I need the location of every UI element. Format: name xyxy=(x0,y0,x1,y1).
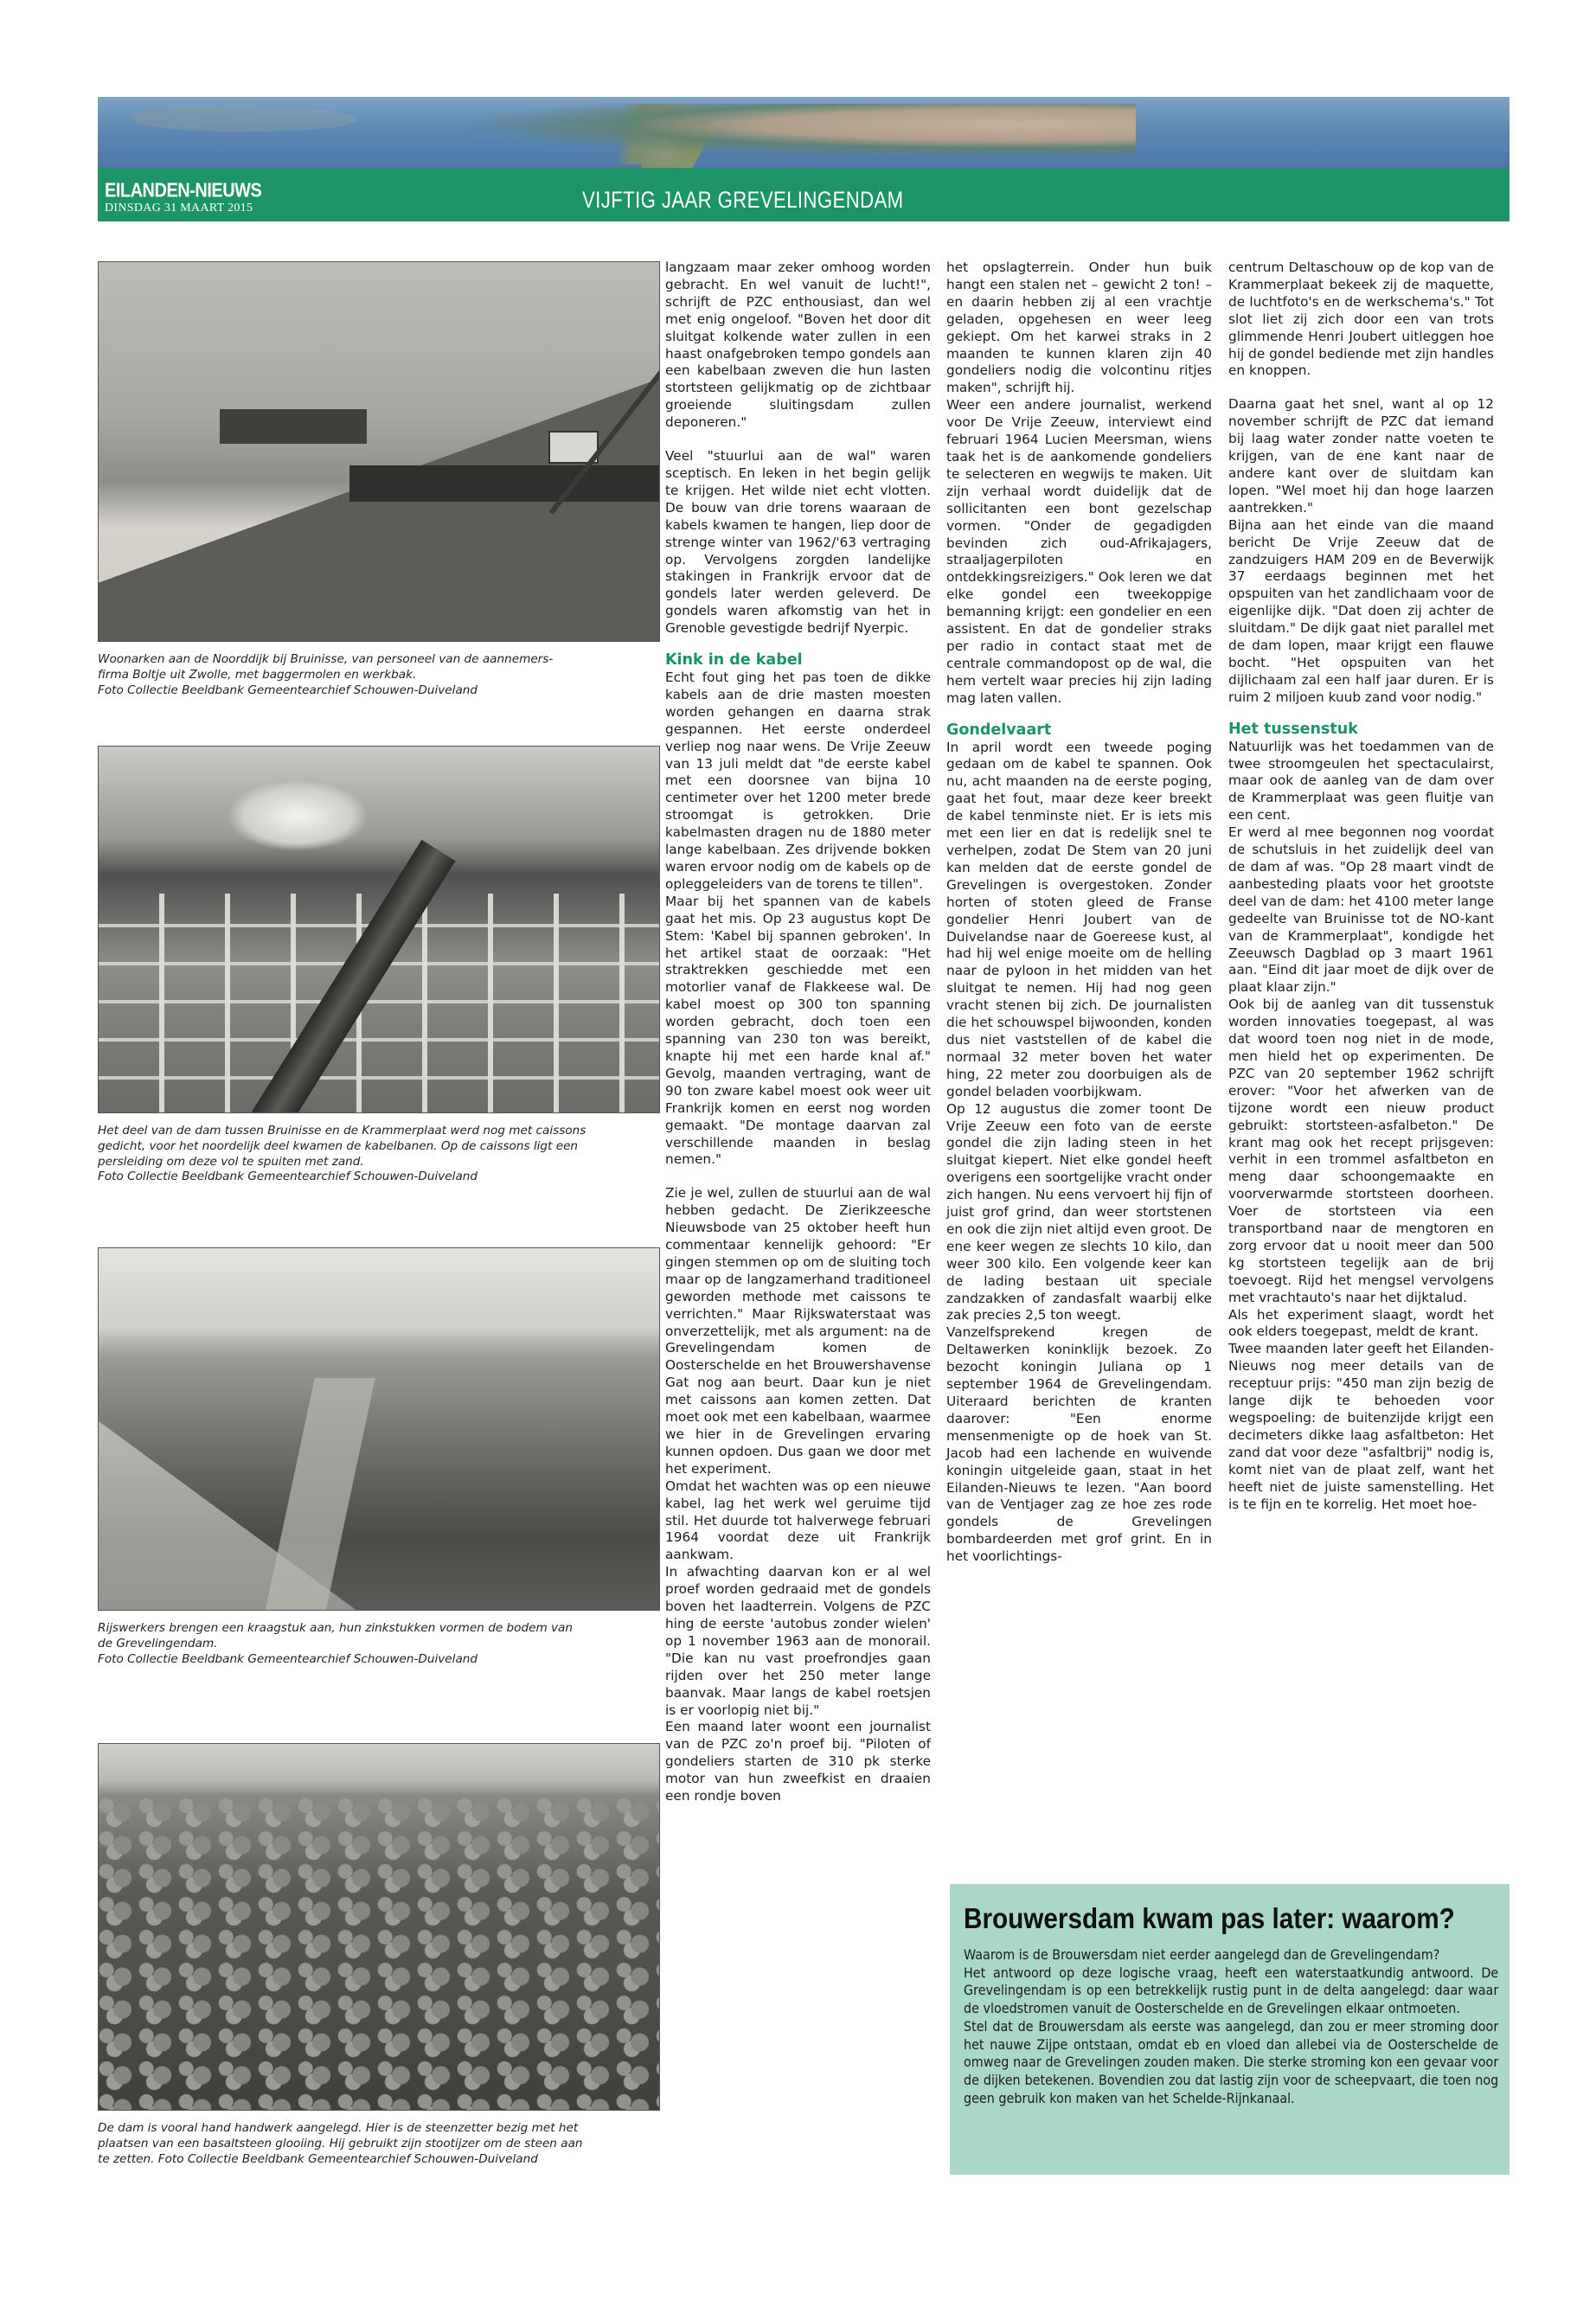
paragraph: Op 12 augustus die zomer toont De Vrije Zeeuw een foto van de eerste gondel die zijn lading steen in het sluitgat kiepert. Niet elke gondel heeft overigens een soortgelijke vracht onder zich hangen. Nu eens vervoert hij fijn of juist grof grind, dan weer stortstenen en ook die zijn niet altijd even groot. De ene keer wegen ze slechts 10 kilo, dan weer 300 kilo. Een volgende keer kan de lading bestaan uit speciale zandzakken of zandasfalt waarbij elke zak precies 2,5 ton weegt. xyxy=(946,1100,1212,1324)
caption-line: de Grevelingendam. xyxy=(98,1636,218,1650)
photo-caption xyxy=(98,1621,660,1667)
basalt-stones-shape xyxy=(99,1796,659,2110)
paragraph: Natuurlijk was het toedammen van de twee stroomgeulen het spectaculairst, maar ook de aanleg van de dam over de Krammerplaat was geen fluitje van een cent. xyxy=(1228,738,1494,824)
paragraph: Als het experiment slaagt, wordt het ook elders toegepast, meldt de krant. xyxy=(1228,1306,1494,1340)
sidebar-infobox xyxy=(950,1884,1509,2175)
caption-line: persleiding om deze vol te spuiten met zand. xyxy=(98,1154,364,1169)
photo-rijswerkers xyxy=(98,1247,660,1611)
article-column-2 xyxy=(665,260,931,1805)
channel-shape xyxy=(263,1378,375,1611)
caption-line: Het deel van de dam tussen Bruinisse en de Krammerplaat werd nog met caissons xyxy=(98,1124,586,1138)
subheading-gondelvaart: Gondelvaart xyxy=(946,721,1052,739)
caption-line: Rijswerkers brengen een kraagstuk aan, hun zinkstukken vormen de bodem van xyxy=(98,1621,573,1635)
photo-caption xyxy=(98,652,660,698)
photo-figure-1 xyxy=(98,261,660,698)
photo-steenzetter xyxy=(98,1743,660,2111)
caption-line: gedicht, voor het noordelijk deel kwamen de kabelbanen. Op de caissons ligt een xyxy=(98,1138,579,1153)
subheading-kink-in-de-kabel: Kink in de kabel xyxy=(665,651,803,670)
photo-caption xyxy=(98,2121,660,2167)
paragraph: Een maand later woont een journalist van de PZC zo'n proef bij. "Piloten of gondeliers starten de 310 pk sterke motor van hun zweefkist en draaien een rondje boven xyxy=(665,1719,931,1804)
paragraph: Stel dat de Brouwersdam als eerste was aangelegd, dan zou er meer stroming door het nauwe Zijpe ontstaan, omdat eb en vloed dan allebei via de Oosterschelde de omweg naar de Grevelingen zouden maken. Die sterke stroming kon een gevaar voor de dijken betekenen. Bovendien zou dat lastig zijn voor de scheepvaart, die toen nog geen gebruik kon maken van het Schelde-Rijnkanaal. xyxy=(964,2018,1499,2106)
paragraph: Twee maanden later geeft het Eilanden-Nieuws nog meer details van de receptuur prijs: "450 man zijn bezig de lange dijk te behoeden voor wegspoeling: de buitenzijde krijgt een decimeters dikke laag asfaltbeton: Het zand dat voor deze "asfaltbrij" nodig is, komt niet van de plaat zelf, want het heeft niet de juiste samenstelling. Het is te fijn en te korrelig. Het moet hoe- xyxy=(1228,1341,1494,1512)
paragraph: Omdat het wachten was op een nieuwe kabel, lag het werk wel geruime tijd stil. Het duurde tot halverwege februari 1964 voordat deze uit Frankrijk aankwam. xyxy=(665,1477,931,1563)
paragraph: Maar bij het spannen van de kabels gaat het mis. Op 23 augustus kopt De Stem: 'Kabel bij spannen gebroken'. In het artikel staat de oorzaak: "Het straktrekken geschiedde met een motorlier vanaf de Flakkeese wal. De kabel moest op 300 ton spanning worden gebracht, doch toen een spanning van 230 ton was bereikt, knapte hij met een harde knal af." Gevolg, maanden vertraging, want de 90 ton zware kabel moest ook weer uit Frankrijk komen en eerst nog worden gemaakt. "De montage daarvan zal verschillende maanden in beslag nemen." xyxy=(665,893,931,1168)
newspaper-logo: EILANDEN-NIEUWS xyxy=(105,180,262,202)
paragraph: Ook bij de aanleg van dit tussenstuk worden innovaties toegepast, al was dat woord toen nog niet in de mode, men hield het op experimenten. De PZC van 20 september 1962 schrijft erover: "Voor het afwerken van de tijzone wordt een nieuw product gebruikt: stortsteen-asfalbeton." De krant mag ook het recept prijsgeven: verhit in een trommel asfaltbeton en meng daar schoongemaakte en voorverwarmde stortsteen doorheen. Voer de stortsteen via een transportband naar de mengtoren en zorg ervoor dat u nooit meer dan 500 kg stortsteen tegelijk aan de brij toevoegt. Rijd het mengsel vervolgens met vrachtauto's naar het dijktalud. xyxy=(1228,997,1494,1305)
paragraph: Waarom is de Brouwersdam niet eerder aangelegd dan de Grevelingendam? xyxy=(964,1947,1440,1963)
paragraph: het opslagterrein. Onder hun buik hangt een stalen net – gewicht 2 ton! – en daarin hebben zij al een vrachtje geladen, opgehesen en weer leeg gekiept. Om het karwei straks in 2 maanden te kunnen klaren zijn 40 gondeliers nodig die volcontinu ritjes maken", schrijft hij. xyxy=(946,260,1212,396)
paragraph: Echt fout ging het pas toen de dikke kabels aan de drie masten moesten worden gehangen en daarna strak gespannen. Het eerste onderdeel verliep nog naar wens. De Vrije Zeeuw van 13 juli meldt dat "de eerste kabel met een doorsnee van bijna 10 centimeter over het 1200 meter brede stroomgat is getrokken. Drie kabelmasten dragen nu de 1880 meter lange kabelbaan. Zes drijvende bokken waren ervoor nodig om de kabels op de opleggeleiders van de torens te tillen". xyxy=(665,670,931,892)
photo-credit: Foto Collectie Beeldbank Gemeentearchief Schouwen-Duiveland xyxy=(98,683,478,697)
dredger-shape xyxy=(220,409,367,444)
banner-land-left xyxy=(132,106,357,131)
paragraph: Vanzelfsprekend kregen de Deltawerken koninklijk bezoek. Zo bezocht koningin Juliana op 1 september 1964 de Grevelingendam. Uiteraard berichten de kranten daarover: "Een enorme mensenmenigte op de hoek van St. Jacob had een lachende en wuivende koningin uitgeleide gaan, staat in het Eilanden-Nieuws te lezen. "Aan boord van de Ventjager zag ze hoe zes rode gondels de Grevelingen bombardeerden met grof grint. En in het voorlichtings- xyxy=(946,1324,1212,1565)
article-column-3 xyxy=(946,260,1212,1566)
photo-caption xyxy=(98,1124,660,1185)
paragraph: Veel "stuurlui aan de wal" waren sceptisch. En leken in het begin gelijk te krijgen. Het wilde niet echt vlotten. De bouw van drie torens waaraan de kabels kwamen te hangen, liep door de strenge winter van 1962/'63 vertraging op. Vervolgens zorgden landelijke stakingen in Frankrijk ervoor dat de gondels later werden geleverd. De gondels waren afkomstig van het in Grenoble gevestigde bedrijf Nyerpic. xyxy=(665,448,931,637)
paragraph: Het antwoord op deze logische vraag, heeft een waterstaatkundig antwoord. De Grevelingendam is op een betrekkelijk rustig punt in de delta aangelegd: daar waar de vloedstromen vanuit de Oosterschelde en de Grevelingen elkaar ontmoeten. xyxy=(964,1965,1499,2017)
paragraph: In afwachting daarvan kon er al wel proef worden gedraaid met de gondels boven het laadterrein. Volgens de PZC hing de eerste 'autobus zonder wielen' op 1 november 1963 aan de monorail. "Die kan nu vast proefrondjes gaan rijden over het 250 meter lange baanvak. Maar langs de kabel roetsjen is er voorlopig niet bij." xyxy=(665,1564,931,1718)
infobox-title: Brouwersdam kwam pas later: waarom? xyxy=(964,1902,1455,1934)
caption-line: plaatsen van een basaltsteen glooiing. Hij gebruikt zijn stootijzer om de steen aan xyxy=(98,2136,583,2150)
banner-island xyxy=(357,104,1136,164)
paragraph: Weer een andere journalist, werkend voor De Vrije Zeeuw, interviewt eind februari 1964 Lucien Meersman, wiens taak het is de aankomende gondeliers te selecteren en wegwijs te maken. Uit zijn verhaal wordt duidelijk dat de sollicitanten een bont gezelschap vormen. "Onder de gegadigden bevinden zich oud-Afrikajagers, straaljagerpiloten en ontdekkingsreizigers." Ook leren we dat elke gondel een tweekoppige bemanning krijgt: een gondelier en een assistent. En dat de gondelier straks per radio in contact staat met de centrale commandopost op de wal, die hem vertelt waar precies hij zijn lading mag laten vallen. xyxy=(946,397,1212,706)
barge-shape xyxy=(349,465,660,502)
subheading-het-tussenstuk: Het tussenstuk xyxy=(1228,720,1358,738)
photo-figure-2 xyxy=(98,746,660,1185)
smoke-shape xyxy=(228,781,367,850)
banner-aerial-photo xyxy=(98,97,1509,168)
photo-credit: Foto Collectie Beeldbank Gemeentearchief Schouwen-Duiveland xyxy=(98,1170,478,1184)
paragraph: In april wordt een tweede poging gedaan om de kabel te spannen. Ook nu, acht maanden na de eerste poging, gaat het fout, maar deze keer breekt de kabel tenminste niet. Er is iets mis met een lier en dat is redelijk snel te verhelpen, zodat De Stem van 20 juni kan melden dat de eerste gondel de Grevelingen is overgestoken. Zonder horten of stoten gleed de Franse gondelier Henri Joubert van de Duivelandse naar de Goereese kust, al had hij wel enige moeite om de helling naar de pyloon in het midden van het sluitgat te nemen. Hij had nog geen vracht stenen bij zich. De journalisten die het schouwspel bijwoonden, konden dus niet vaststellen of de kabel die normaal 32 meter boven het water hing, 22 meter zou doorbuigen als de gondel beladen voorbijkwam. xyxy=(946,739,1212,1099)
photo-figure-4 xyxy=(98,1743,660,2167)
paragraph: Bijna aan het einde van die maand bericht De Vrije Zeeuw dat de zandzuigers HAM 209 en de Beverwijk 37 eerdaags beginnen met het opspuiten van het zandlichaam voor de eigenlijke dijk. "Dat doen zij achter de sluitdam." De dijk gaat niet parallel met de dam lopen, maar krijgt een flauwe bocht. "Het opspuiten van het dijlichaam zal een half jaar duren. Er is ruim 2 miljoen kuub zand voor nodig." xyxy=(1228,516,1494,705)
paragraph: Zie je wel, zullen de stuurlui aan de wal hebben gedacht. De Zierikzeesche Nieuwsbode van 25 oktober heeft hun commentaar kennelijk gehoord: "Er gingen stemmen op om de sluiting toch maar op de langzamerhand traditioneel geworden methode met caissons te verrichten." Maar Rijkswaterstaat was onverzettelijk, met als argument: na de Grevelingendam komen de Oosterschelde en het Brouwershavense Gat nog aan beurt. Daar kun je niet met caissons aan komen zetten. Dat moet ook met een kabelbaan, waarmee we hier in de Grevelingen ervaring kunnen opdoen. Dus gaan we door met het experiment. xyxy=(665,1185,931,1477)
caption-line: te zetten. Foto Collectie Beeldbank Gemeentearchief Schouwen-Duiveland xyxy=(98,2151,538,2166)
article-column-4 xyxy=(1228,260,1494,1513)
caption-line: firma Boltje uit Zwolle, met baggermolen en werkbak. xyxy=(98,667,417,682)
masthead xyxy=(98,97,1509,221)
caption-line: Woonarken aan de Noorddijk bij Bruinisse, van personeel van de aannemers- xyxy=(98,652,554,666)
infobox-body xyxy=(964,1946,1498,2107)
paragraph: Er werd al mee begonnen nog voordat de schutsluis in het zuidelijk deel van de dam af was. "Op 28 maart vindt de aanbesteding plaats voor het grootste deel van de dam: het 4100 meter lange gedeelte van Bruinisse tot de NO-kant van de Krammerplaat", kondigde het Zeeuwsch Dagblad op 3 maart 1961 aan. "Eind dit jaar moet de dijk over de plaat klaar zijn." xyxy=(1228,824,1494,996)
photo-credit: Foto Collectie Beeldbank Gemeentearchief Schouwen-Duiveland xyxy=(98,1651,478,1666)
caption-line: De dam is vooral hand handwerk aangelegd. Hier is de steenzetter bezig met het xyxy=(98,2121,579,2135)
paragraph: langzaam maar zeker omhoog worden gebracht. En wel vanuit de lucht!", schrijft de PZC enthousiast, dan wel met enig ongeloof. "Boven het door dit sluitgat kolkende water zullen in een haast onafgebroken tempo gondels aan een kabelbaan zweven die hun lasten stortsteen gelijkmatig op de zichtbaar groeiende sluitingsdam zullen deponeren." xyxy=(665,260,931,431)
paragraph: Daarna gaat het snel, want al op 12 november schrijft de PZC dat iemand bij laag water zonder natte voeten te krijgen, van de ene kant naar de andere kant over de sluitdam kan lopen. "Wel moet hij dan hoge laarzen aantrekken." xyxy=(1228,396,1494,516)
photo-woonarken xyxy=(98,261,660,642)
issue-date: DINSDAG 31 MAART 2015 xyxy=(105,202,253,215)
photo-caissons xyxy=(98,746,660,1113)
section-title: VIJFTIG JAAR GREVELINGENDAM xyxy=(582,187,904,213)
paragraph: centrum Deltaschouw op de kop van de Krammerplaat bekeek zij de maquette, de luchtfoto's en de werkschema's." Tot slot liet zij zich door een van trots glimmende Henri Joubert uitleggen hoe hij de gondel bediende met zijn handles en knoppen. xyxy=(1228,260,1494,379)
photo-figure-3 xyxy=(98,1247,660,1667)
